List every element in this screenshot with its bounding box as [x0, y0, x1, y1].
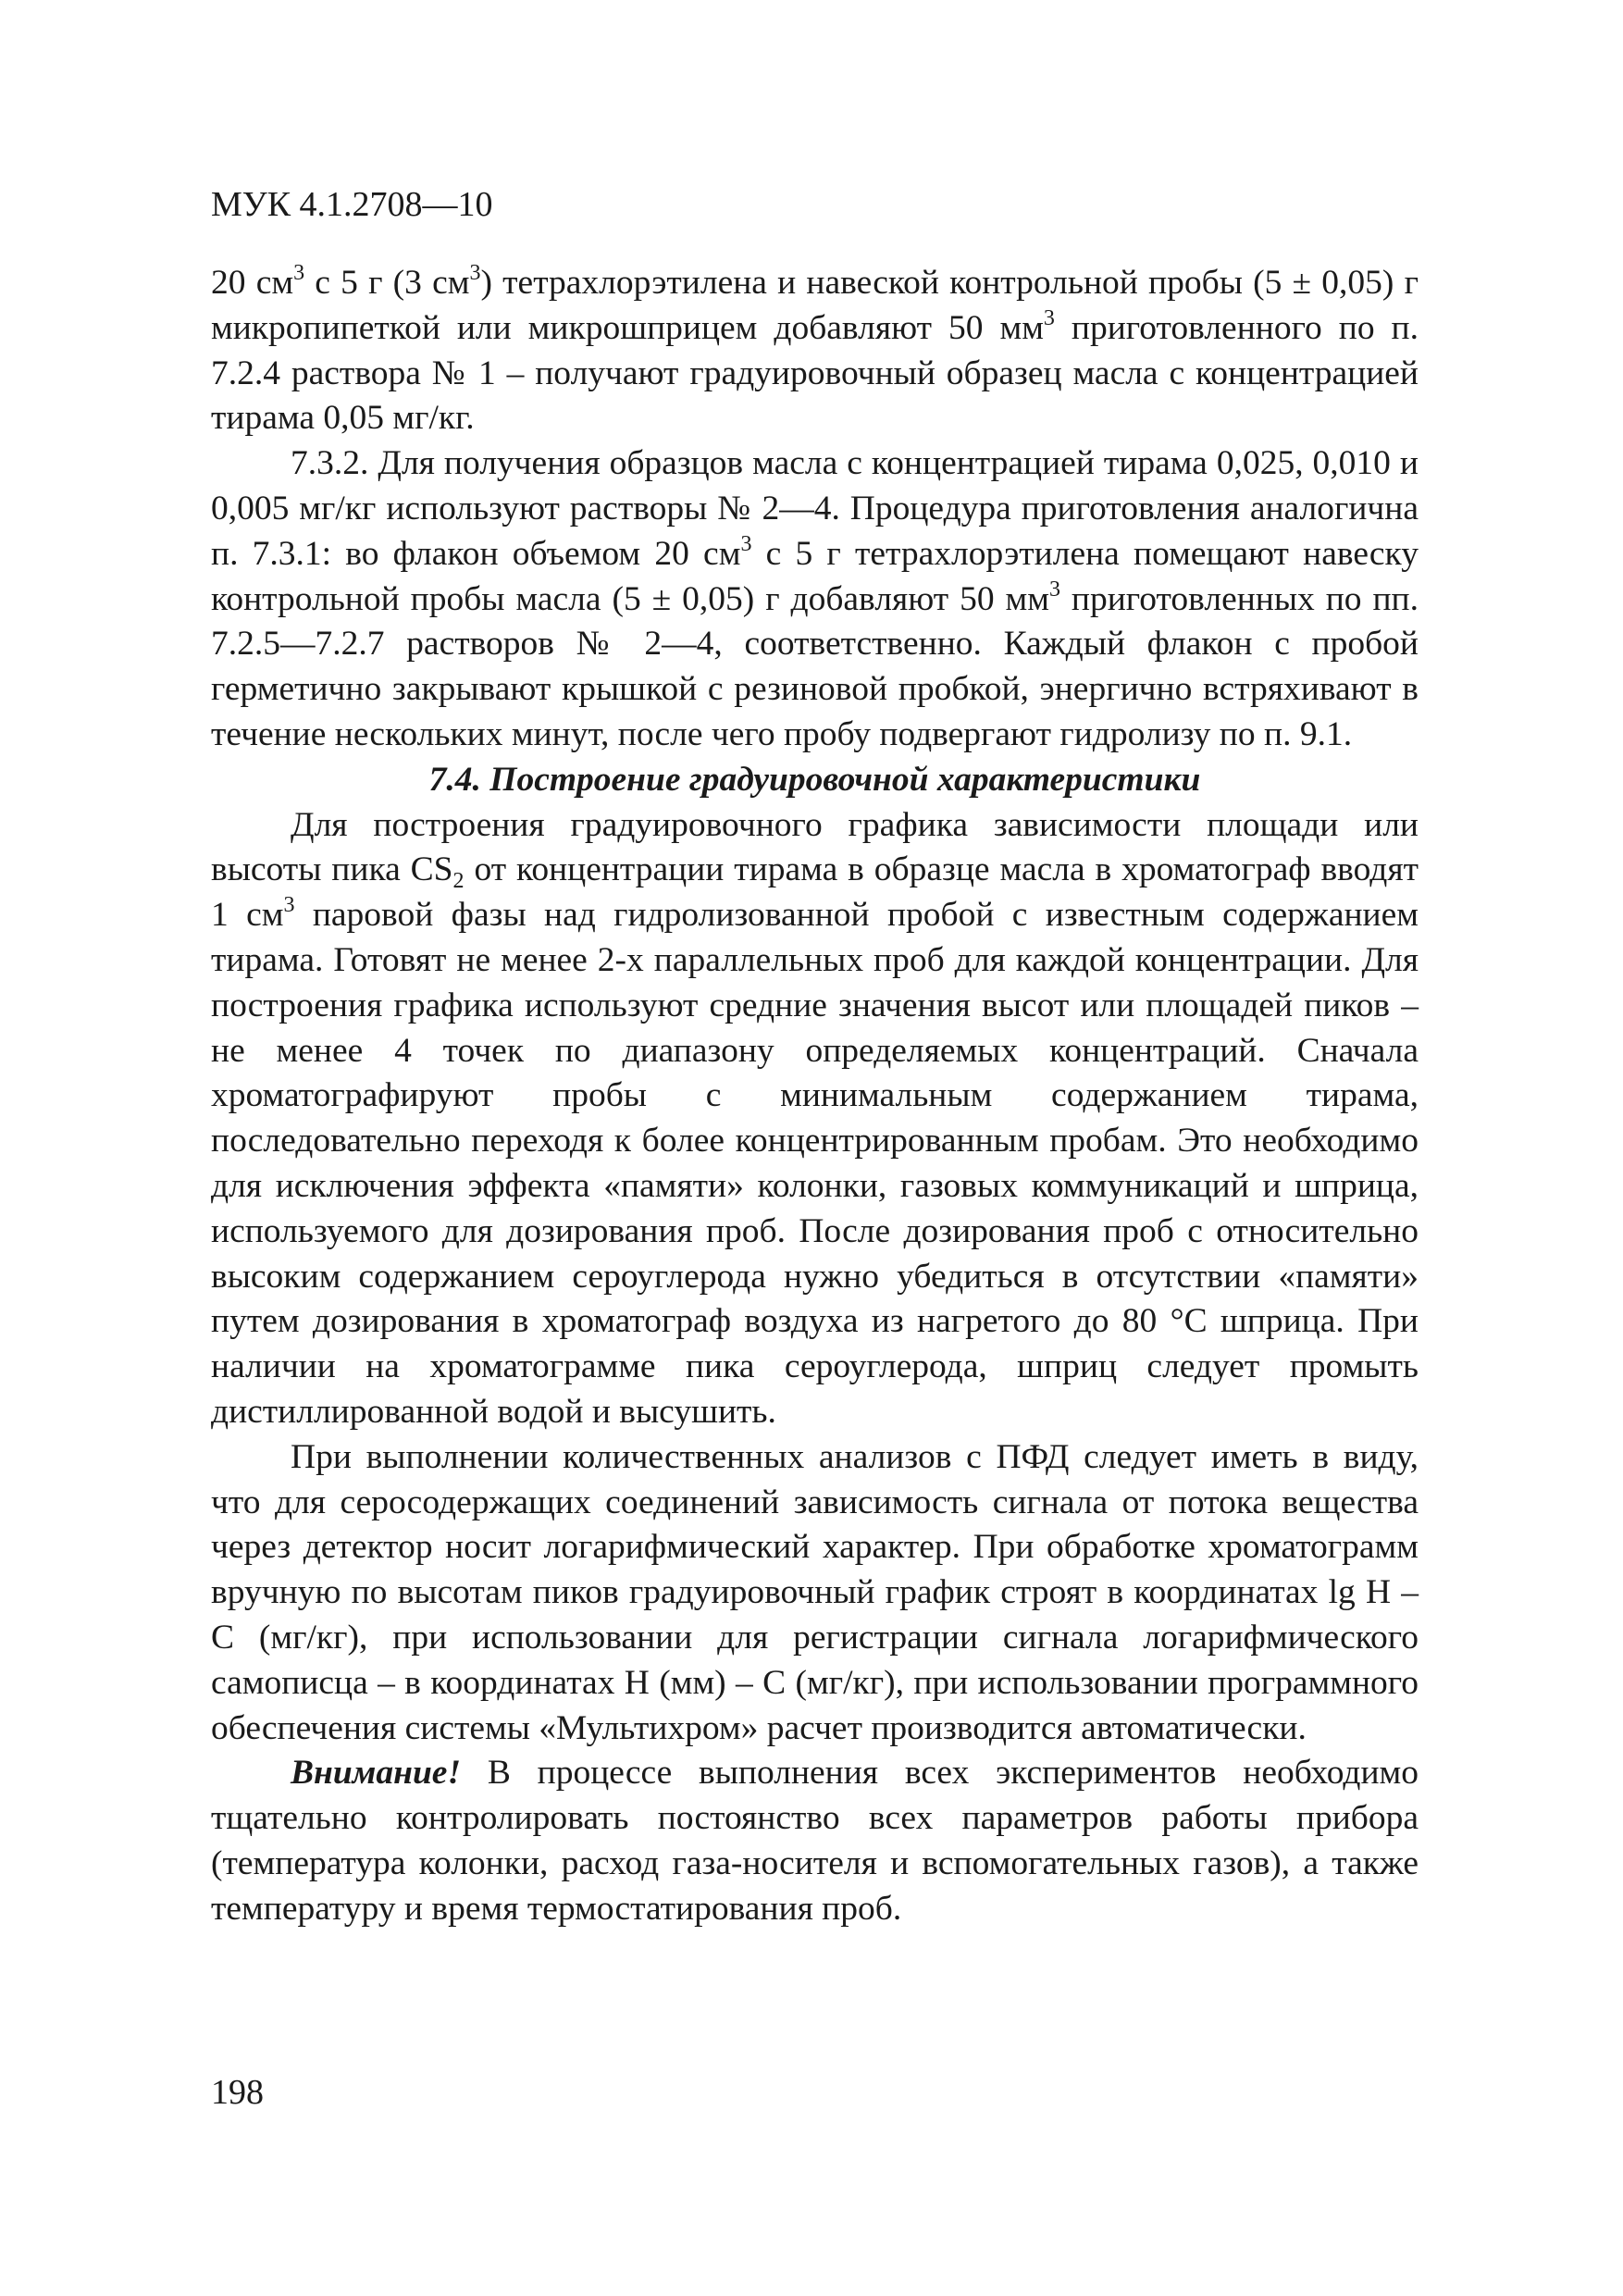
- attention-label: Внимание!: [291, 1754, 462, 1793]
- paragraph-calibration: [211, 803, 1419, 1435]
- page-body: [211, 261, 1419, 1931]
- paragraph-attention: [211, 1751, 1419, 1931]
- running-header: МУК 4.1.2708—10: [211, 185, 493, 224]
- paragraph-pfd-analysis: При выполнении количественных анализов с ПФД следует иметь в виду, что для серосодержащих соединений зависимость сигнала от потока вещества через детектор носит логарифмический характер. При обработке хроматограмм вручную по высотам пиков градуировочный график строят в координатах lg H – C (мг/кг), при использовании для регистрации сигнала логарифмического самописца – в координатах H (мм) – C (мг/кг), при использовании программного обеспечения системы «Мультихром» расчет производится автоматически.: [211, 1437, 1419, 1747]
- text-run: ) тетрахлорэтилена и навеской контрольной пробы (5 ± 0,05) г микропипеткой или микрошприцем добавляют 50 мм: [211, 264, 1419, 347]
- text-run: от концентрации тирама в образце масла в хроматограф вводят 1 см: [211, 850, 1419, 935]
- paragraph-continuation-7-3-1: [211, 261, 1419, 441]
- text-run: приготовленных по пп. 7.2.5—7.2.7 растворов № 2—4, соответственно. Каждый флакон с пробой герметично закрывают крышкой с резиновой пробкой, энергично встряхивают в течение нескольких минут, после чего пробу подвергают гидролизу по п. 9.1.: [211, 579, 1419, 753]
- superscript: 3: [283, 893, 295, 918]
- superscript: 3: [469, 261, 481, 285]
- text-run: с 5 г тетрахлорэтилена помещают навеску контрольной пробы масла (5 ± 0,05) г добавляют 50 мм: [211, 534, 1419, 618]
- page-number: 198: [211, 2073, 264, 2112]
- text-run: Для построения градуировочного графика зависимости площади или высоты пика CS: [211, 805, 1419, 889]
- text-run: 7.3.2. Для получения образцов масла с концентрацией тирама 0,025, 0,010 и 0,005 мг/кг используют растворы № 2—4. Процедура приготовления аналогична п. 7.3.1: во флакон объемом 20 см: [211, 444, 1419, 573]
- text-run: с 5 г (3 см: [304, 264, 470, 302]
- section-heading-7-4: 7.4. Построение градуировочной характеристики: [428, 760, 1201, 799]
- text-run: 20 см: [211, 264, 294, 302]
- text-run: паровой фазы над гидролизованной пробой с известным содержанием тирама. Готовят не менее 2-х параллельных проб для каждой концентрации. Для построения графика используют средние значения высот или площадей пиков – не менее 4 точек по диапазону определяемых концентраций. Сначала хроматографируют пробы с минимальным содержанием тирама, последовательно переходя к более концентрированным пробам. Это необходимо для исключения эффекта «памяти» колонки, газовых коммуникаций и шприца, используемого для дозирования проб. После дозирования проб с относительно высоким содержанием сероуглерода нужно убедиться в отсутствии «памяти» путем дозирования в хроматограф воздуха из нагретого до 80 °С шприца. При наличии на хроматограмме пика сероуглерода, шприц следует промыть дистиллированной водой и высушить.: [211, 896, 1419, 1431]
- superscript: 3: [1048, 577, 1060, 602]
- text-run: приготовленного по п. 7.2.4 раствора № 1 – получают градуировочный образец масла с концентрацией тирама 0,05 мг/кг.: [211, 308, 1419, 438]
- superscript: 3: [740, 531, 752, 556]
- paragraph-7-3-2: [211, 441, 1419, 758]
- superscript: 3: [293, 261, 305, 285]
- subscript: 2: [452, 869, 465, 894]
- superscript: 3: [1043, 305, 1055, 330]
- text-run: В процессе выполнения всех экспериментов необходимо тщательно контролировать постоянство всех параметров работы прибора (температура колонки, расход газа-носителя и вспомогательных газов), а также температуру и время термостатирования проб.: [211, 1754, 1419, 1928]
